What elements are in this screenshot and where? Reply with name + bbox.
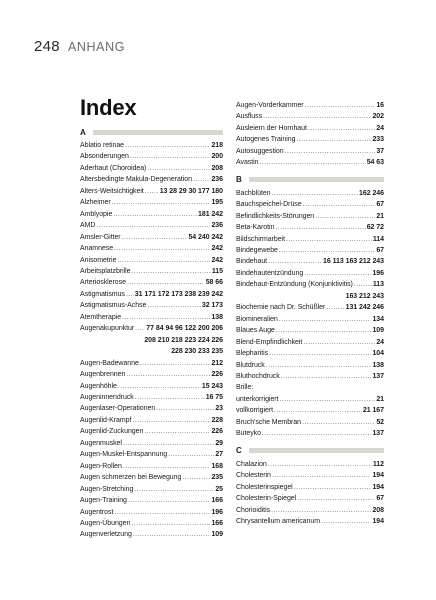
index-term: Augenmuskel [80,439,122,447]
index-entry [236,417,384,428]
letter-divider-bar [249,177,384,182]
leader-dots [96,220,210,231]
index-term: Augenbrennen [80,371,126,379]
index-entry [80,277,223,288]
index-term: Astigmatismus-Achse [80,302,147,310]
leader-dots [182,472,210,483]
leader-dots [133,529,211,540]
index-term: Chalazion [236,460,267,468]
index-term: Biomineralien [236,315,278,323]
index-entry [80,255,223,266]
index-term: Alters-Weitsichtigkeit [80,187,144,195]
index-term: Atemtherapie [80,313,122,321]
index-pages: 16 75 [205,393,223,401]
index-pages: 67 [376,246,384,254]
index-pages: 196 [372,269,384,277]
index-term: Ausleiern der Hornhaut [236,124,307,132]
index-pages: 236 [211,176,223,184]
index-pages: 67 [376,201,384,209]
section-name: ANHANG [67,40,126,54]
index-pages: 21 [376,395,384,403]
index-entry [236,394,384,405]
index-entry [80,220,223,231]
leader-dots [276,325,372,336]
index-term: Augen-Muskel-Entspannung [80,451,168,459]
index-term: Astigmatismus [80,290,125,298]
leader-dots [135,323,145,334]
letter-heading [236,446,384,456]
leader-dots [272,188,359,199]
index-term: Augen-Rollen [80,462,122,470]
index-term: Augen-Stretching [80,485,134,493]
index-column-right [236,100,384,527]
index-entry [236,348,384,359]
index-entry [236,211,384,222]
index-term: Buteyko [236,430,261,438]
leader-dots [168,449,214,460]
leader-dots [131,518,210,529]
leader-dots [297,493,375,504]
index-entry [236,199,384,210]
index-pages: 114 [372,235,384,243]
index-term: unterkorrigiert [236,395,279,403]
index-pages: 21 [376,212,384,220]
index-pages: 168 [211,462,223,470]
index-pages: 226 [211,371,223,379]
index-pages: 137 [372,430,384,438]
index-term: Augen-Training [80,497,127,505]
leader-dots [134,484,214,495]
index-entry [236,188,384,199]
index-term: Augenakupunktur [80,325,135,333]
leader-dots [132,415,210,426]
index-pages: 109 [211,531,223,539]
leader-dots [135,392,205,403]
index-pages: 58 66 [205,279,223,287]
leader-dots [122,312,210,323]
index-entry [80,186,223,197]
index-entry [80,518,223,529]
index-term: Alzheimer [80,199,111,207]
index-entry [80,174,223,185]
leader-dots [128,495,211,506]
leader-dots [114,507,210,518]
index-entry [236,222,384,233]
index-term: Bindehaut [236,258,268,266]
index-term: Bluthochdruck [236,372,280,380]
index-pages: 113 [372,281,384,289]
index-entry [236,314,384,325]
index-term: Bachblüten [236,189,271,197]
index-pages: 24 [376,338,384,346]
leader-dots [125,140,210,151]
index-entry [80,140,223,151]
index-term: Befindlichkeits-Störungen [236,212,315,220]
leader-dots [130,151,211,162]
index-term: vollkorrigiert [236,407,274,415]
index-entry [80,289,223,300]
leader-dots [122,232,188,243]
leader-dots [156,403,214,414]
index-term: Augeninnendruck [80,393,134,401]
leader-dots [308,123,375,134]
leader-dots [193,174,211,185]
index-entry [236,234,384,245]
index-pages: 15 243 [201,382,223,390]
index-term: Augenlid-Krampf [80,416,132,424]
index-entry [80,529,223,540]
index-pages: 32 173 [201,302,223,310]
index-term: Bindegewebe [236,246,278,254]
leader-dots [303,337,375,348]
index-entry [236,325,384,336]
index-term: Autogenes Training [236,136,296,144]
index-entry [80,369,223,380]
index-entry [236,146,384,157]
index-entry [236,505,384,516]
leader-dots [279,394,375,405]
index-pages: 137 [372,372,384,380]
index-entry [236,157,384,168]
leader-dots [123,438,214,449]
leader-dots [279,245,375,256]
index-term: Cholesterinspiegel [236,483,293,491]
index-pages: 67 [376,495,384,503]
letter-label: C [236,446,242,456]
index-pages: 166 [211,519,223,527]
index-entry [80,449,223,460]
index-entry [236,134,384,145]
index-entry [80,507,223,518]
index-entry [236,291,384,302]
index-entry [80,381,223,392]
index-entry [80,403,223,414]
index-pages: 77 84 94 96 122 200 206 [146,325,223,333]
letter-label: A [80,127,86,137]
index-term: Bildschirmarbeit [236,235,285,243]
index-pages: 233 [372,136,384,144]
index-entry [80,266,223,277]
leader-dots [286,234,372,245]
index-term: Augen schmerzen bei Bewegung [80,474,182,482]
index-entry [236,256,384,267]
index-entry [80,151,223,162]
index-entry [236,360,384,371]
index-term: Arteriosklerose [80,279,126,287]
index-term: Augen-Vorderkammer [236,102,304,109]
index-term: AMD [80,222,96,230]
leader-dots [112,197,211,208]
index-pages: 25 [215,485,223,493]
index-entry [80,335,223,346]
index-term: Chorioiditis [236,506,271,514]
index-pages: 163 212 243 [345,292,384,300]
leader-dots [145,186,159,197]
leader-dots [114,243,210,254]
letter-divider-bar [249,448,384,453]
index-entry [80,232,223,243]
leader-dots [296,134,371,145]
leader-dots [272,470,372,481]
index-entry [236,459,384,470]
index-pages: 181 242 [198,210,223,218]
leader-dots [147,163,210,174]
leader-dots [259,157,365,168]
index-term: Bauchspeichel-Drüse [236,201,302,209]
index-entry [236,493,384,504]
leader-dots [262,428,372,439]
index-term: Avastin [236,159,259,167]
index-entry [236,279,384,290]
index-pages: 13 28 29 30 177 180 [159,187,223,195]
leader-dots [268,256,322,267]
index-entry [80,438,223,449]
leader-dots [271,505,371,516]
index-entry [80,426,223,437]
index-title: Index [80,95,137,120]
index-term: Augenlid-Zuckungen [80,428,144,436]
index-term: Bindehaut-Entzündung (Konjunktivitis) [236,281,353,289]
index-entry [80,495,223,506]
leader-dots [117,255,210,266]
index-entry [80,392,223,403]
leader-dots [275,222,365,233]
index-pages: 27 [215,451,223,459]
index-pages: 29 [215,439,223,447]
index-term: Absonderungen [80,153,129,161]
index-pages: 202 [372,113,384,121]
index-pages: 196 [211,508,223,516]
index-pages: 228 230 233 235 [171,348,223,356]
leader-dots [303,199,376,210]
index-entry [80,197,223,208]
index-term: Amsler-Gitter [80,233,121,241]
leader-dots [269,348,371,359]
leader-dots [144,426,210,437]
index-term: Blaues Auge [236,327,275,335]
index-term: Aderhaut (Choroidea) [80,164,147,172]
index-pages: 138 [211,313,223,321]
index-pages: 166 [211,497,223,505]
index-pages: 208 [372,506,384,514]
index-term: Anisometrie [80,256,117,264]
index-pages: 24 [376,124,384,132]
index-entry [236,337,384,348]
index-term: Bruch'sche Membran [236,418,302,426]
leader-dots [354,279,372,290]
index-term: Altersbedingte Makula-Degeneration [80,176,192,184]
index-pages: 226 [211,428,223,436]
index-term: Augentrost [80,508,114,516]
index-pages: 104 [372,350,384,358]
leader-dots [118,381,201,392]
index-term: Brille: [236,384,254,392]
index-term: Blutdruck [236,361,265,369]
index-entry [80,312,223,323]
index-term: Cholesterin [236,472,271,480]
index-pages: 228 [211,416,223,424]
index-pages: 212 [211,359,223,367]
leader-dots [126,289,134,300]
index-entry [80,243,223,254]
index-term: Augenhöhle [80,382,117,390]
index-term: Arbeitsplatzbrille [80,267,131,275]
leader-dots [315,211,375,222]
leader-dots [326,302,344,313]
index-pages: 194 [372,483,384,491]
index-entry [80,415,223,426]
index-term: Beta-Karotin [236,224,275,232]
index-pages: 21 167 [362,407,384,415]
index-entry [236,268,384,279]
index-term: Ausfluss [236,113,263,121]
index-column-left [80,127,223,541]
index-term: Augen-Badewanne [80,359,139,367]
leader-dots [127,277,205,288]
index-pages: 218 [211,142,223,149]
index-entry [80,300,223,311]
letter-heading [236,175,384,185]
index-entry [236,482,384,493]
leader-dots [131,266,210,277]
index-pages: 54 63 [366,159,384,167]
leader-dots [140,358,211,369]
index-pages: 208 210 218 223 224 226 [144,336,223,344]
leader-dots [147,300,201,311]
leader-dots [268,459,372,470]
leader-dots [263,111,371,122]
index-pages: 235 [211,474,223,482]
index-pages: 194 [372,472,384,480]
index-pages: 208 [211,164,223,172]
index-term: Autosuggestion [236,147,284,155]
letter-label: B [236,175,242,185]
index-pages: 236 [211,222,223,230]
index-pages: 62 72 [366,224,384,232]
index-pages: 138 [372,361,384,369]
leader-dots [294,482,372,493]
index-pages: 31 171 172 173 238 239 242 [134,290,223,298]
index-pages: 16 113 163 212 243 [323,258,384,266]
index-entry [80,209,223,220]
index-entry [80,346,223,357]
index-pages: 194 [372,517,384,525]
leader-dots [304,268,371,279]
index-entry [236,111,384,122]
leader-dots [266,360,372,371]
leader-dots [126,369,210,380]
index-pages: 37 [376,147,384,155]
index-entry [80,323,223,334]
index-entry [80,472,223,483]
index-pages: 242 [211,245,223,253]
index-pages: 112 [372,460,384,468]
index-entry [80,358,223,369]
leader-dots [321,516,371,527]
index-pages: 134 [372,315,384,323]
index-term: Augenverletzung [80,531,132,539]
leader-dots [285,146,376,157]
running-header [34,38,125,55]
index-term: Cholesterin-Spiegel [236,495,297,503]
index-pages: 242 [211,256,223,264]
index-entry [236,470,384,481]
index-entry [236,100,384,111]
index-pages: 16 [376,102,384,109]
index-pages: 162 246 [359,189,384,197]
index-pages: 52 [376,418,384,426]
index-term: Blepharitis [236,350,269,358]
index-term: Ablatio retinae [80,142,125,149]
leader-dots [113,209,197,220]
index-pages: 54 240 242 [188,233,223,241]
letter-divider-bar [93,130,223,135]
index-pages: 23 [215,405,223,413]
index-pages: 200 [211,153,223,161]
index-term: Chrysantellum americanum [236,517,320,525]
index-term: Bindehautentzündung [236,269,304,277]
index-entry [236,382,384,393]
index-entry [236,245,384,256]
leader-dots [274,405,362,416]
leader-dots [305,100,376,111]
index-term: Amblyopie [80,210,113,218]
leader-dots [302,417,375,428]
index-pages: 115 [211,267,223,275]
letter-heading [80,127,223,137]
index-term: Anamnese [80,245,114,253]
index-pages: 195 [211,199,223,207]
index-term: Blend-Empfindlichkeit [236,338,303,346]
index-term: Biochemie nach Dr. Schüßler [236,304,326,312]
index-term: Augenlaser-Operationen [80,405,156,413]
leader-dots [281,371,372,382]
index-entry [80,484,223,495]
index-pages: 109 [372,327,384,335]
index-entry [236,428,384,439]
page-number: 248 [34,38,60,55]
index-term: Augen-Übungen [80,519,131,527]
index-entry [236,123,384,134]
index-pages: 131 242 246 [345,304,384,312]
index-entry [236,405,384,416]
index-entry [236,371,384,382]
index-entry [236,302,384,313]
index-entry [80,461,223,472]
index-entry [80,163,223,174]
index-entry [236,516,384,527]
leader-dots [279,314,372,325]
leader-dots [123,461,211,472]
